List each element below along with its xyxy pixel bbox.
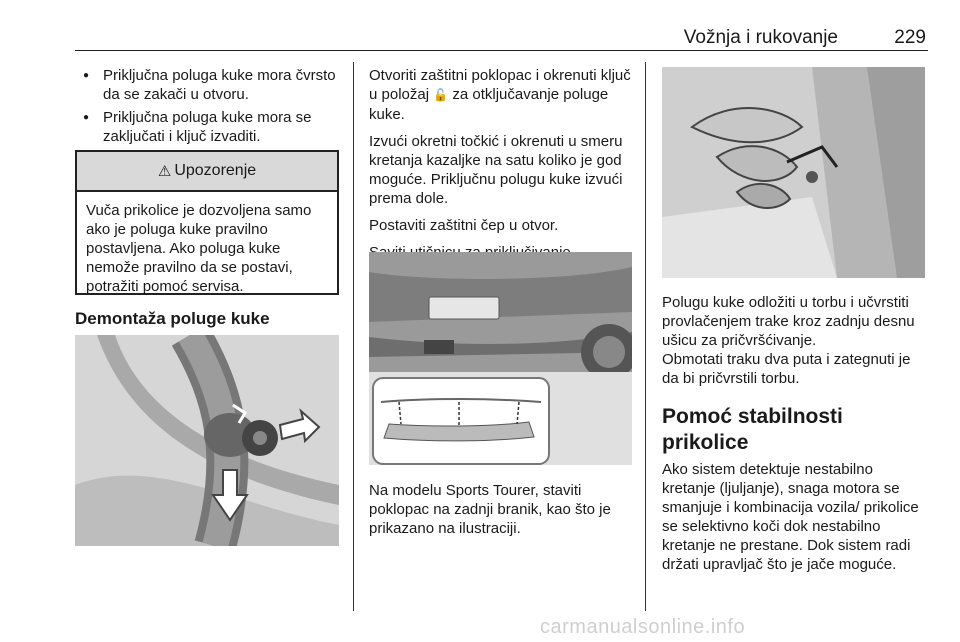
column-2-text-lower bbox=[369, 481, 635, 546]
figure-sports-tourer-cover bbox=[369, 252, 632, 465]
warning-header bbox=[77, 152, 337, 192]
column-divider-left bbox=[353, 62, 354, 611]
watermark: carmanualsonline.info bbox=[540, 616, 746, 638]
section-heading: Pomoć stabilnosti prikolice bbox=[662, 405, 843, 454]
warning-box bbox=[75, 150, 339, 295]
column-3-text bbox=[662, 293, 928, 582]
unlock-icon: 🔓 bbox=[433, 88, 449, 102]
column-1-text bbox=[75, 66, 343, 150]
warning-body: Vuča prikolice je dozvoljena samo ako je poluga kuke pravilno postavljena. Ako poluga kuke nemože pravilno da se postavi, potražiti pomoć servisa. bbox=[86, 202, 312, 295]
section-title: Vožnja i rukovanje bbox=[683, 27, 838, 48]
page-number: 229 bbox=[894, 27, 926, 48]
paragraph: Postaviti zaštitni čep u otvor. bbox=[369, 217, 559, 234]
page-header bbox=[75, 26, 928, 51]
figure-bag-strap bbox=[662, 67, 925, 278]
paragraph: Ako sistem detektuje nestabilno kretanje (ljuljanje), snaga motora se smanjuje i kombinacija vozila/ prikolice se selektivno koči dok nestabilno kretanje ne prestane. Dok sistem radi držati upravljač što je jače moguće. bbox=[662, 461, 919, 573]
paragraph: Otvoriti zaštitni poklopac i okrenuti ključ u položaj 🔓 za otključavanje poluge kuke. bbox=[369, 67, 631, 123]
bullet-item: ● Priključna poluga kuke mora čvrsto da se zakači u otvoru. bbox=[75, 66, 343, 104]
paragraph: Na modelu Sports Tourer, staviti poklopac na zadnji branik, kao što je prikazano na ilustraciji. bbox=[369, 482, 611, 537]
paragraph: Izvući okretni točkić i okrenuti u smeru kretanja kazaljke na satu koliko je god moguće. Priključnu polugu kuke izvući prema dole. bbox=[369, 133, 623, 207]
bullet-item: ● Priključna poluga kuke mora se zaključati i ključ izvaditi. bbox=[75, 108, 343, 146]
warning-title: Upozorenje bbox=[174, 162, 257, 179]
paragraph: Polugu kuke odložiti u torbu i učvrstiti provlačenjem trake kroz zadnju desnu ušicu za pričvršćivanje. bbox=[662, 294, 915, 349]
column-divider-right bbox=[645, 62, 646, 611]
bullet-list bbox=[75, 66, 343, 146]
warning-icon: ⚠ bbox=[157, 163, 172, 180]
subheading-removal: Demontaža poluge kuke bbox=[75, 309, 270, 328]
paragraph: Obmotati traku dva puta i zategnuti je da bi pričvrstili torbu. bbox=[662, 351, 911, 387]
figure-tow-bar-removal bbox=[75, 335, 339, 546]
column-2-text bbox=[369, 66, 635, 270]
